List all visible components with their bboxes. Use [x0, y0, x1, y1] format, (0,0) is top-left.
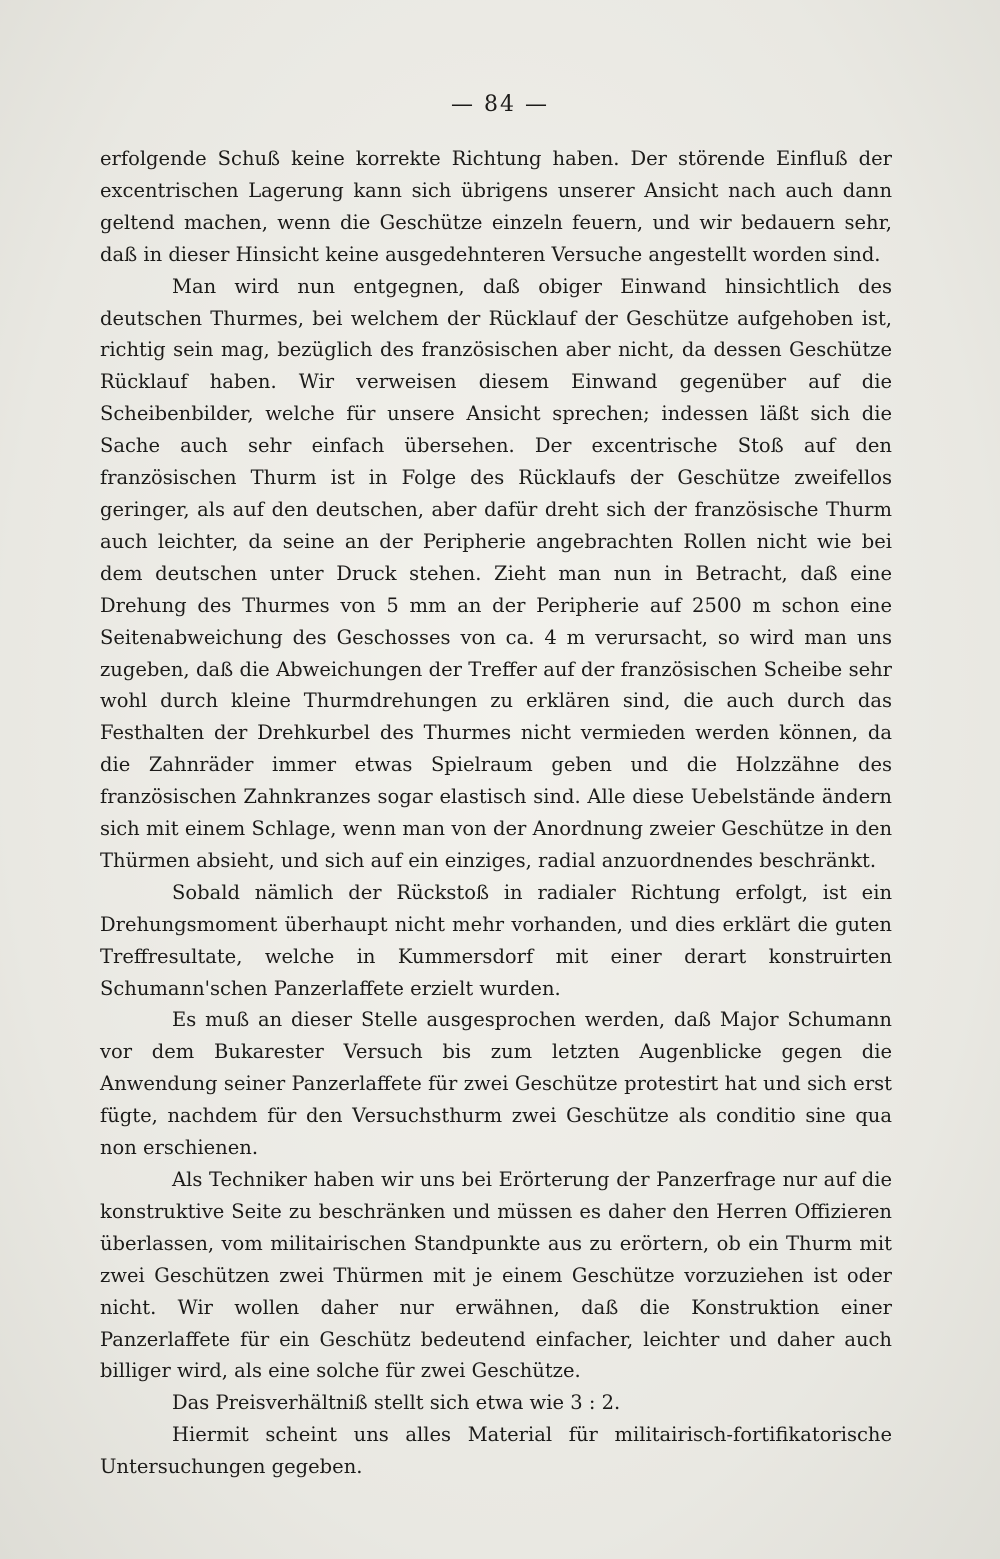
paragraph: erfolgende Schuß keine korrekte Richtung haben. Der störende Einfluß der excentrischen Lagerung kann sich übrigens unserer Ansicht nach auch dann geltend machen, wenn die Geschütze einzeln feuern, und wir bedauern sehr, daß in dieser Hinsicht keine ausgedehnteren Versuche angestellt worden sind.: [100, 147, 892, 266]
paragraph: Hiermit scheint uns alles Material für militairisch-fortifikatorische Untersuchungen gegeben.: [100, 1423, 892, 1479]
paragraph: Das Preisverhältniß stellt sich etwa wie 3 : 2.: [172, 1391, 621, 1415]
page-number: — 84 —: [451, 92, 549, 117]
paragraph: Man wird nun entgegnen, daß obiger Einwand hinsichtlich des deutschen Thurmes, bei welchem der Rücklauf der Geschütze aufgehoben ist, richtig sein mag, bezüglich des französischen aber nicht, da dessen Geschütze Rücklauf haben. Wir verweisen diesem Einwand gegenüber auf die Scheibenbilder, welche für unsere Ansicht sprechen; indessen läßt sich die Sache auch sehr einfach übersehen. Der excentrische Stoß auf den französischen Thurm ist in Folge des Rücklaufs der Geschütze zweifellos geringer, als auf den deutschen, aber dafür dreht sich der französische Thurm auch leichter, da seine an der Peripherie angebrachten Rollen nicht wie bei dem deutschen unter Druck stehen. Zieht man nun in Betracht, daß eine Drehung des Thurmes von 5 mm an der Peripherie auf 2500 m schon eine Seitenabweichung des Geschosses von ca. 4 m verursacht, so wird man uns zugeben, daß die Abweichungen der Treffer auf der französischen Scheibe sehr wohl durch kleine Thurmdrehungen zu erklären sind, die auch durch das Festhalten der Drehkurbel des Thurmes nicht vermieden werden können, da die Zahnräder immer etwas Spielraum geben und die Holzzähne des französischen Zahnkranzes sogar elastisch sind. Alle diese Uebelstände ändern sich mit einem Schlage, wenn man von der Anordnung zweier Geschütze in den Thürmen absieht, und sich auf ein einziges, radial anzuordnendes beschränkt.: [100, 274, 892, 872]
body-text: [100, 143, 892, 1483]
paragraph: Es muß an dieser Stelle ausgesprochen werden, daß Major Schumann vor dem Bukarester Versuch bis zum letzten Augenblicke gegen die Anwendung seiner Panzerlaffete für zwei Geschütze protestirt hat und sich erst fügte, nachdem für den Versuchsthurm zwei Geschütze als conditio sine qua non erschienen.: [100, 1008, 892, 1160]
paragraph: Als Techniker haben wir uns bei Erörterung der Panzerfrage nur auf die konstruktive Seite zu beschränken und müssen es daher den Herren Offizieren überlassen, vom militairischen Standpunkte aus zu erörtern, ob ein Thurm mit zwei Geschützen zwei Thürmen mit je einem Geschütze vorzuziehen ist oder nicht. Wir wollen daher nur erwähnen, daß die Konstruktion einer Panzerlaffete für ein Geschütz bedeutend einfacher, leichter und daher auch billiger wird, als eine solche für zwei Geschütze.: [100, 1168, 892, 1383]
paragraph: Sobald nämlich der Rückstoß in radialer Richtung erfolgt, ist ein Drehungsmoment überhaupt nicht mehr vorhanden, und dies erklärt die guten Treffresultate, welche in Kummersdorf mit einer derart konstruirten Schumann'schen Panzerlaffete erzielt wurden.: [100, 880, 892, 1000]
